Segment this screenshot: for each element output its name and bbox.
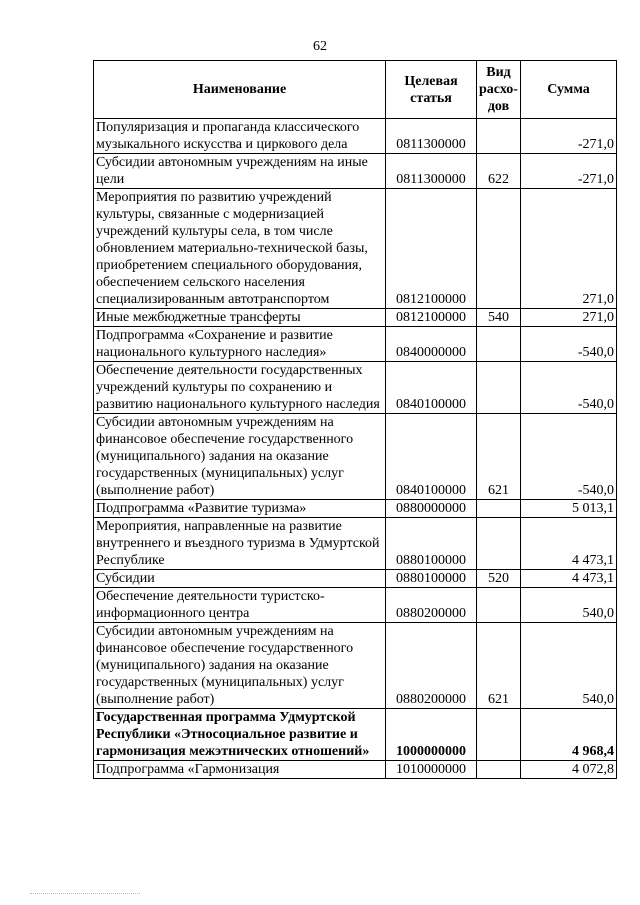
table-row [94, 709, 617, 761]
table-header-row [94, 61, 617, 119]
table-row [94, 570, 617, 588]
row-code: 0811300000 [386, 154, 477, 189]
budget-table [93, 60, 617, 779]
row-sum: 271,0 [521, 189, 617, 309]
row-type: 622 [477, 154, 521, 189]
row-type [477, 709, 521, 761]
row-code: 0840000000 [386, 327, 477, 362]
row-sum: 4 072,8 [521, 761, 617, 779]
row-sum: -271,0 [521, 119, 617, 154]
row-name: Подпрограмма «Гармонизация [94, 761, 386, 779]
row-sum: 4 473,1 [521, 570, 617, 588]
table-row [94, 327, 617, 362]
row-code: 1000000000 [386, 709, 477, 761]
row-name: Обеспечение деятельности туристско-информационного центра [94, 588, 386, 623]
row-type: 520 [477, 570, 521, 588]
row-name: Популяризация и пропаганда классического музыкального искусства и циркового дела [94, 119, 386, 154]
table-row [94, 623, 617, 709]
row-name: Мероприятия по развитию учреждений культуры, связанные с модернизацией учреждений культуры села, в том числе обновлением материально-технической базы, приобретением специального оборудования, обеспечением сельского населения специализированным автотранспортом [94, 189, 386, 309]
row-name: Подпрограмма «Сохранение и развитие национального культурного наследия» [94, 327, 386, 362]
table-row [94, 154, 617, 189]
row-name: Обеспечение деятельности государственных учреждений культуры по сохранению и развитию национального культурного наследия [94, 362, 386, 414]
table-row [94, 309, 617, 327]
row-code: 0880100000 [386, 570, 477, 588]
scan-artifact [30, 893, 140, 896]
row-sum: 540,0 [521, 623, 617, 709]
row-code: 0880200000 [386, 623, 477, 709]
row-sum: -540,0 [521, 362, 617, 414]
row-code: 0880100000 [386, 518, 477, 570]
row-code: 0840100000 [386, 362, 477, 414]
row-name: Мероприятия, направленные на развитие внутреннего и въездного туризма в Удмуртской Республике [94, 518, 386, 570]
row-sum: -540,0 [521, 414, 617, 500]
row-code: 0812100000 [386, 309, 477, 327]
row-type [477, 119, 521, 154]
row-type [477, 500, 521, 518]
row-name: Субсидии автономным учреждениям на финансовое обеспечение государственного (муниципального) задания на оказание государственных (муниципальных) услуг (выполнение работ) [94, 414, 386, 500]
row-name: Иные межбюджетные трансферты [94, 309, 386, 327]
table-row [94, 588, 617, 623]
row-sum: 271,0 [521, 309, 617, 327]
row-code: 0880000000 [386, 500, 477, 518]
header-type: Вид расхо-дов [477, 61, 521, 119]
row-sum: 5 013,1 [521, 500, 617, 518]
row-code: 0812100000 [386, 189, 477, 309]
row-sum: 4 968,4 [521, 709, 617, 761]
row-code: 0840100000 [386, 414, 477, 500]
row-type [477, 518, 521, 570]
row-code: 1010000000 [386, 761, 477, 779]
row-sum: 4 473,1 [521, 518, 617, 570]
header-sum: Сумма [521, 61, 617, 119]
row-type [477, 327, 521, 362]
table-row [94, 414, 617, 500]
row-code: 0811300000 [386, 119, 477, 154]
row-name: Государственная программа Удмуртской Республики «Этносоциальное развитие и гармонизация межэтнических отношений» [94, 709, 386, 761]
row-sum: 540,0 [521, 588, 617, 623]
table-row [94, 761, 617, 779]
row-type [477, 761, 521, 779]
row-name: Субсидии автономным учреждениям на иные цели [94, 154, 386, 189]
row-type [477, 588, 521, 623]
row-code: 0880200000 [386, 588, 477, 623]
row-type [477, 362, 521, 414]
row-name: Субсидии автономным учреждениям на финансовое обеспечение государственного (муниципального) задания на оказание государственных (муниципальных) услуг (выполнение работ) [94, 623, 386, 709]
row-name: Подпрограмма «Развитие туризма» [94, 500, 386, 518]
row-type [477, 189, 521, 309]
row-type: 621 [477, 414, 521, 500]
row-sum: -540,0 [521, 327, 617, 362]
table-row [94, 362, 617, 414]
header-code: Целевая статья [386, 61, 477, 119]
header-name: Наименование [94, 61, 386, 119]
table-row [94, 500, 617, 518]
row-type: 540 [477, 309, 521, 327]
row-type: 621 [477, 623, 521, 709]
table-row [94, 518, 617, 570]
row-name: Субсидии [94, 570, 386, 588]
page-number: 62 [313, 39, 327, 54]
table-row [94, 119, 617, 154]
table-row [94, 189, 617, 309]
row-sum: -271,0 [521, 154, 617, 189]
